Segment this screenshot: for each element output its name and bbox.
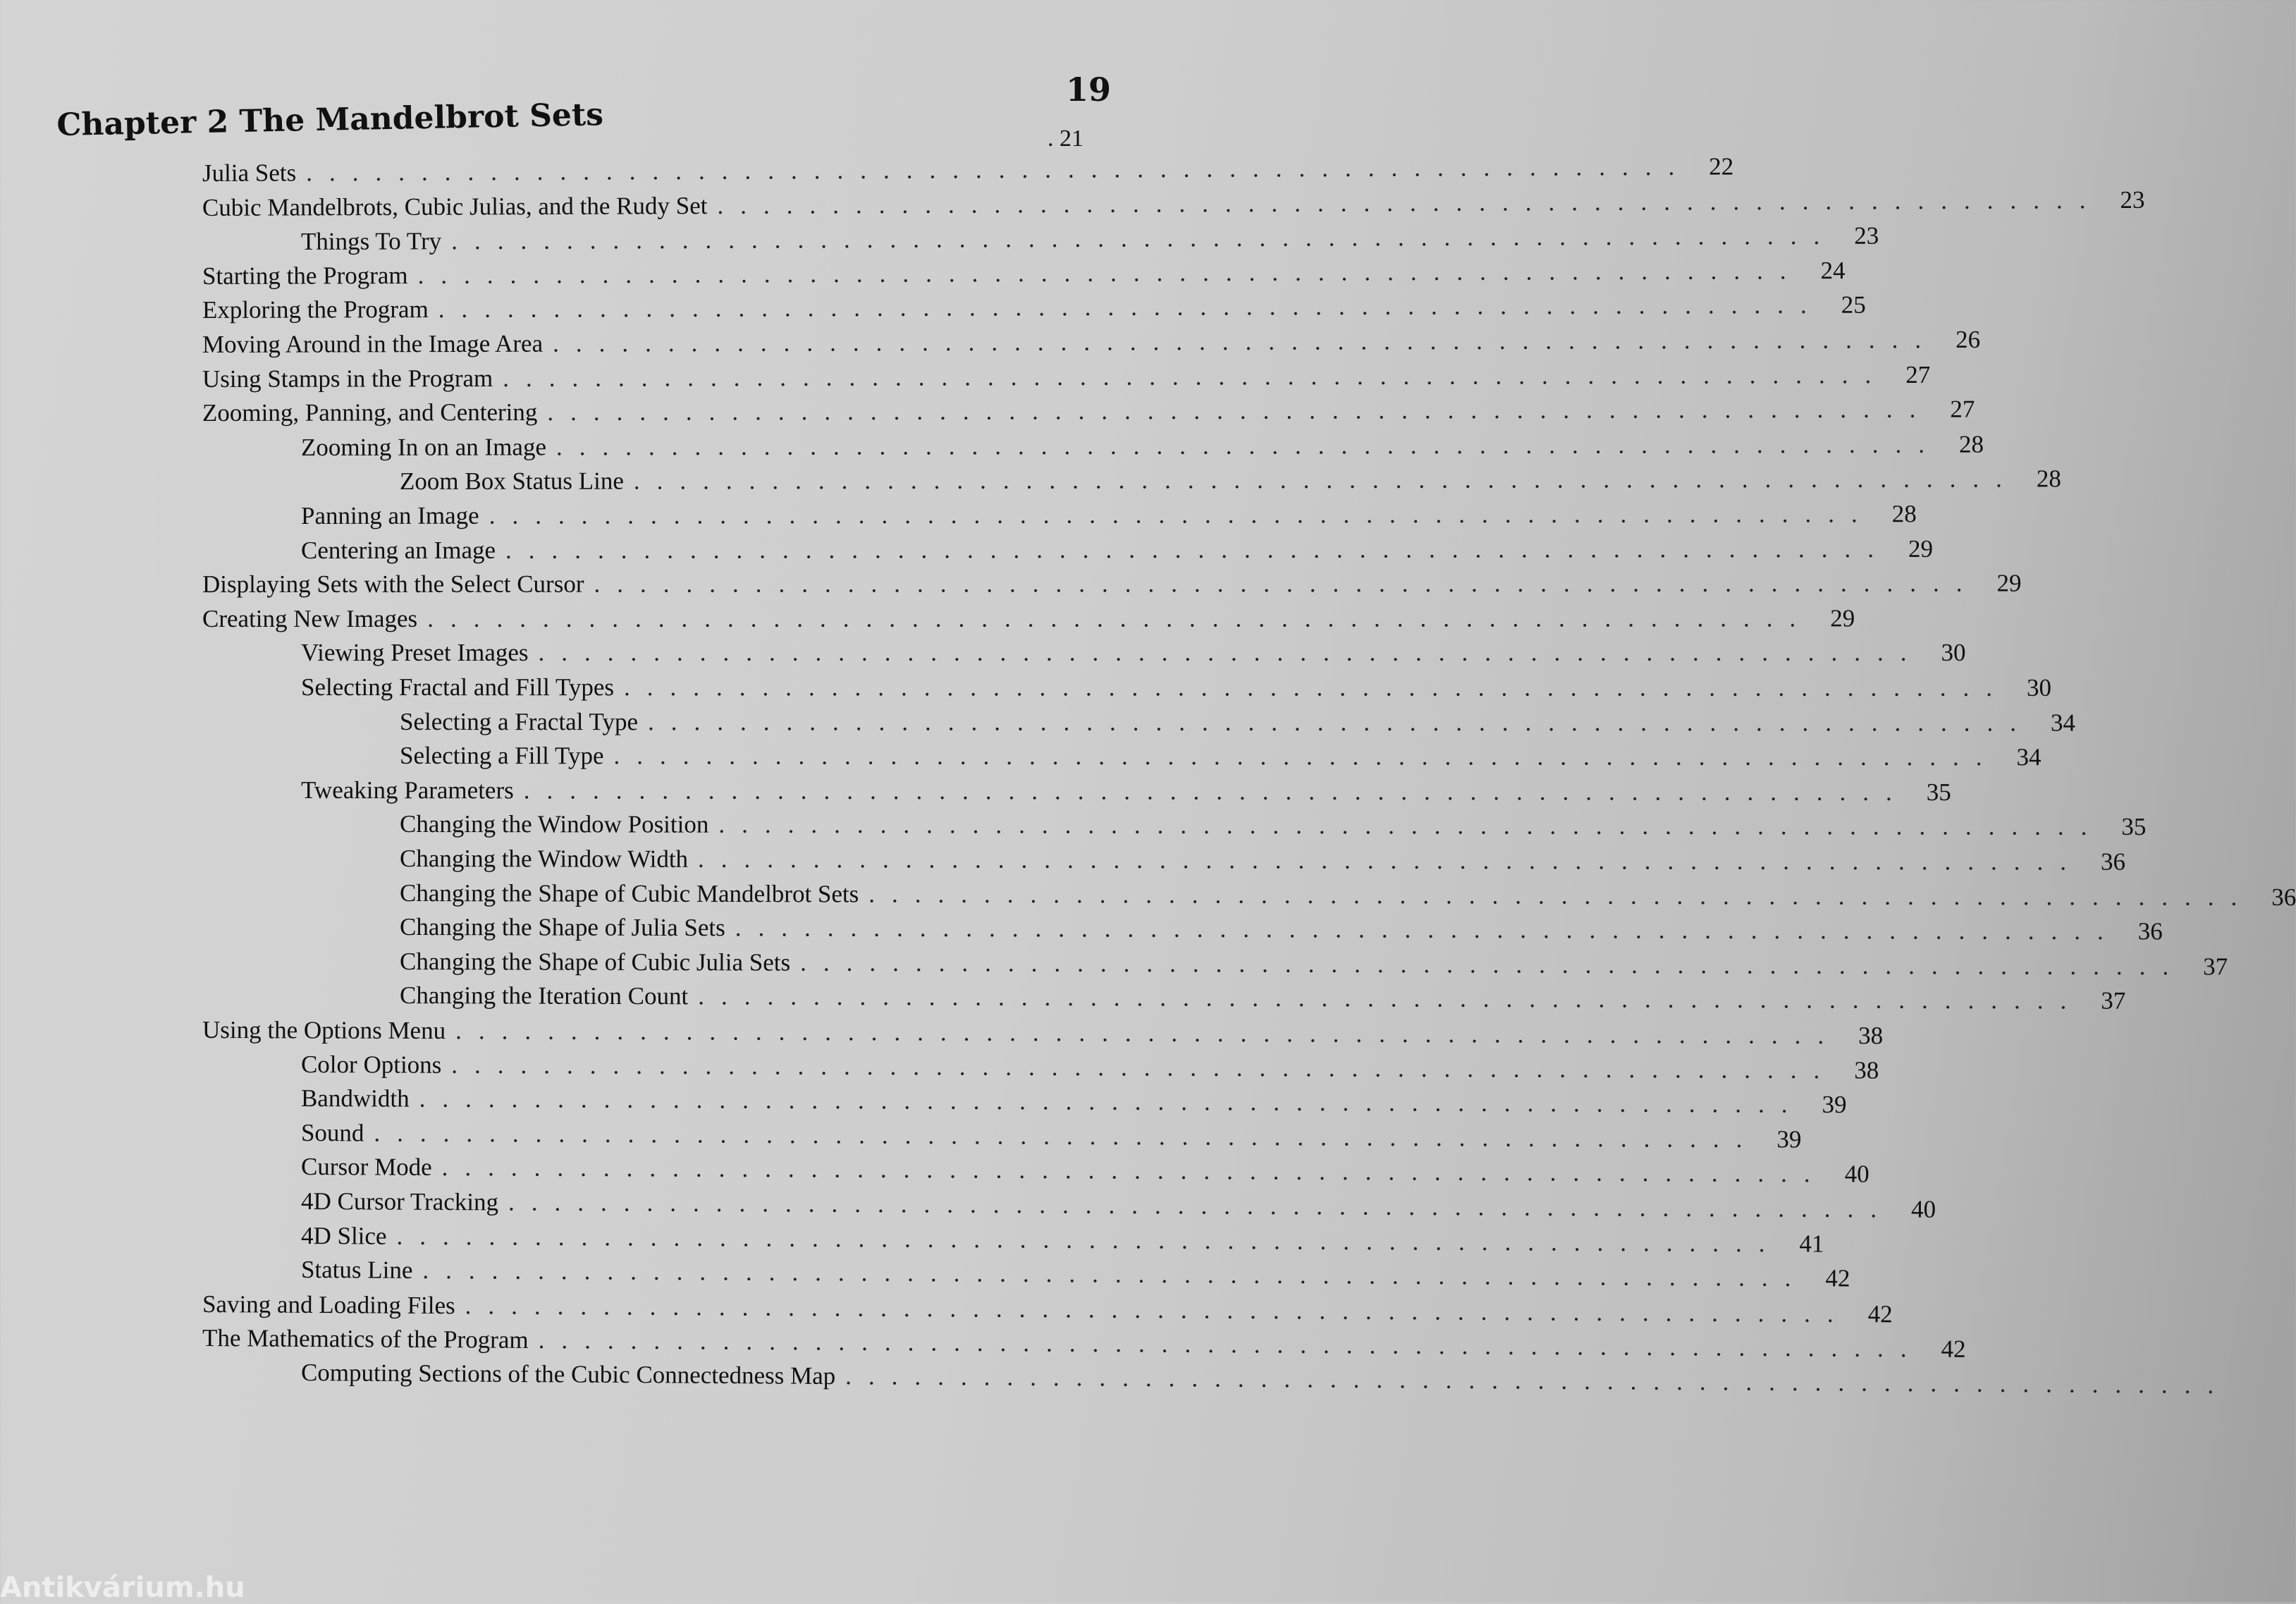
toc-dot-leader: ............................................................ <box>479 500 1874 529</box>
toc-entry-label: Julia Sets <box>202 159 296 188</box>
toc-entry-page: 42 <box>1807 1264 1850 1292</box>
toc-entry-page: 37 <box>2185 953 2228 981</box>
toc-entry <box>400 467 1114 499</box>
toc-entry <box>202 604 1114 635</box>
toc-dot-leader: ............................................................ <box>537 396 1932 427</box>
toc-entry-label: Changing the Shape of Cubic Julia Sets <box>400 948 790 977</box>
toc-entry-label: Zooming In on an Image <box>301 433 546 462</box>
toc-entry <box>301 639 1114 670</box>
toc-entry-page: 22 <box>1691 153 1733 181</box>
toc-entry <box>301 776 1114 808</box>
chapter-title: Chapter 2 The Mandelbrot Sets <box>56 97 603 143</box>
toc-dot-leader: ............................................................ <box>708 811 2104 841</box>
toc-entry-page: 42 <box>1923 1335 1965 1364</box>
toc-entry-page: 23 <box>1836 222 1879 250</box>
toc-dot-leader: ............................................................ <box>498 1188 1893 1223</box>
toc-entry-page: 38 <box>1836 1056 1879 1084</box>
toc-entry-label: Cubic Mandelbrots, Cubic Julias, and the Rudy Set <box>202 192 708 222</box>
toc-entry-label: 4D Cursor Tracking <box>301 1187 498 1216</box>
toc-entry <box>301 1187 1114 1223</box>
toc-entry <box>301 1359 1114 1395</box>
toc-dot-leader: ............................................................ <box>707 186 2102 220</box>
toc-entry <box>301 1222 1114 1257</box>
toc-entry <box>202 397 1114 430</box>
toc-entry-label: Changing the Shape of Julia Sets <box>400 913 725 942</box>
toc-dot-leader: ............................................................ <box>496 535 1891 565</box>
toc-entry <box>202 259 1114 293</box>
page-number: 19 <box>1066 71 1111 109</box>
toc-dot-leader: ............................................................ <box>412 1256 1807 1292</box>
toc-entry-label: Zooming, Panning, and Centering <box>202 398 537 427</box>
toc-entry <box>202 1016 1114 1051</box>
toc-entry-label: Exploring the Program <box>202 295 429 324</box>
toc-entry <box>400 879 1114 912</box>
toc-entry-label: Using the Options Menu <box>202 1016 446 1045</box>
toc-entry <box>301 536 1114 568</box>
toc-entry <box>301 1084 1114 1119</box>
toc-dot-leader: ............................................................ <box>584 570 1979 599</box>
toc-entry-page: 25 <box>1824 291 1866 319</box>
toc-dot-leader: ............................................................ <box>296 153 1691 188</box>
toc-entry-label: Panning an Image <box>301 502 479 530</box>
toc-entry <box>202 328 1114 362</box>
toc-entry <box>202 362 1114 396</box>
toc-dot-leader: ............................................................ <box>688 983 2083 1015</box>
toc-entry <box>202 570 1114 601</box>
toc-dot-leader: ............................................................ <box>493 361 1888 393</box>
toc-entry-page: 29 <box>1812 604 1855 632</box>
toc-entry-page: 29 <box>1891 534 1933 563</box>
toc-entry-label: Cursor Mode <box>301 1153 432 1182</box>
toc-entry <box>202 1324 1114 1361</box>
toc-entry-page: 38 <box>1841 1022 1883 1050</box>
toc-entry-page: 28 <box>1941 430 1984 458</box>
toc-entry-label: Zoom Box Status Line <box>400 467 624 496</box>
toc-entry-page: 30 <box>1924 639 1966 667</box>
toc-dot-leader: ............................................................ <box>529 1326 1924 1364</box>
toc-entry-label: Displaying Sets with the Select Cursor <box>202 570 584 599</box>
toc-dot-leader: ............................................................ <box>417 604 1812 633</box>
toc-dot-leader: ............................................................ <box>790 948 2185 981</box>
toc-entry-label: Changing the Window Width <box>400 845 688 874</box>
toc-dot-leader: ............................................................ <box>514 776 1909 807</box>
toc-entry <box>301 1153 1114 1187</box>
toc-entry-page: 35 <box>1909 778 1951 807</box>
toc-dot-leader: ............................................................ <box>859 880 2254 911</box>
toc-entry-label: Changing the Shape of Cubic Mandelbrot Sets <box>400 879 859 908</box>
toc-dot-leader: ............................................................ <box>364 1119 1759 1153</box>
toc-entry-page: 36 <box>2254 883 2296 911</box>
toc-dot-leader: ............................................................ <box>529 639 1924 667</box>
toc-dot-leader: ............................................................ <box>410 1085 1805 1119</box>
toc-entry-label: Starting the Program <box>202 262 408 290</box>
toc-entry <box>400 948 1114 981</box>
toc-entry-page: 23 <box>2102 185 2144 214</box>
toc-dot-leader: ............................................................ <box>543 326 1938 358</box>
toc-entry <box>301 1119 1114 1153</box>
toc-entry-label: Moving Around in the Image Area <box>202 330 543 359</box>
toc-entry-page: 36 <box>2083 848 2125 876</box>
toc-entry <box>400 810 1114 843</box>
toc-entry <box>202 155 1114 190</box>
toc-dot-leader: ............................................................ <box>835 1362 2230 1400</box>
toc-entry-page: 40 <box>1893 1195 1936 1223</box>
toc-entry <box>301 501 1114 533</box>
toc-dot-leader: ............................................................ <box>408 257 1803 290</box>
toc-entry <box>301 225 1114 259</box>
toc-entry-label: Color Options <box>301 1051 441 1079</box>
toc-entry-page: 29 <box>1979 570 2021 598</box>
toc-entry-page: 26 <box>1938 326 1980 354</box>
toc-dot-leader: ............................................................ <box>638 708 2033 737</box>
toc-entry-page: 37 <box>2083 987 2125 1015</box>
toc-entry-page: 30 <box>2009 674 2051 702</box>
toc-entry <box>301 432 1114 465</box>
toc-entry-page: 28 <box>2019 465 2061 494</box>
toc-dot-leader: ............................................................ <box>603 742 1999 771</box>
toc-entry-label: Bandwidth <box>301 1084 410 1113</box>
toc-dot-leader: ............................................................ <box>546 430 1941 461</box>
toc-entry-label: Using Stamps in the Program <box>202 365 493 393</box>
watermark: Antikvárium.hu <box>0 1574 245 1602</box>
toc-entry-label: Changing the Iteration Count <box>400 981 688 1010</box>
toc-entry <box>202 293 1114 327</box>
toc-dot-leader: ............................................................ <box>432 1153 1827 1188</box>
toc-entry-label: 4D Slice <box>301 1222 387 1251</box>
toc-entry-page: 39 <box>1759 1125 1801 1153</box>
toc-entry <box>202 1290 1114 1327</box>
toc-entry <box>400 742 1114 773</box>
toc-dot-leader: ............................................................ <box>441 1051 1836 1084</box>
toc-entry-label: Things To Try <box>301 227 441 256</box>
toc-dot-leader: ............................................................ <box>725 914 2120 945</box>
toc-entry <box>301 673 1114 704</box>
toc-entry-label: Computing Sections of the Cubic Connectedness Map <box>301 1359 835 1390</box>
toc-entry-label: Sound <box>301 1119 364 1147</box>
toc-dot-leader: ............................................................ <box>624 465 2019 496</box>
toc-entry <box>202 190 1114 224</box>
toc-dot-leader: ............................................................ <box>688 845 2083 876</box>
toc-entry-page: 24 <box>1803 257 1846 285</box>
toc-entry-label: Selecting a Fill Type <box>400 742 604 770</box>
chapter-page-number: . 21 <box>1048 125 1111 152</box>
toc-dot-leader: ............................................................ <box>441 222 1836 255</box>
toc-entry-label: Status Line <box>301 1256 413 1285</box>
toc-entry-label: Viewing Preset Images <box>301 639 529 667</box>
toc-entry-label: The Mathematics of the Program <box>202 1324 529 1354</box>
toc-entry-page: 36 <box>2120 917 2163 945</box>
toc-dot-leader: ............................................................ <box>614 673 2009 702</box>
toc-entry <box>301 1051 1114 1084</box>
toc-dot-leader: ............................................................ <box>446 1017 1841 1050</box>
toc-entry <box>400 981 1114 1015</box>
toc-entry-label: Selecting a Fractal Type <box>400 708 638 736</box>
toc-entry-page: 40 <box>1827 1161 1870 1189</box>
toc-entry-page: 42 <box>1850 1300 1893 1328</box>
toc-entry <box>400 708 1114 740</box>
toc-dot-leader: ............................................................ <box>429 291 1824 324</box>
toc-dot-leader: ............................................................ <box>386 1222 1781 1258</box>
toc-entry <box>400 913 1114 946</box>
toc-entry-page: 34 <box>2033 709 2075 737</box>
toc-dot-leader: ............................................................ <box>455 1292 1850 1328</box>
toc-entry-label: Centering an Image <box>301 536 496 564</box>
toc-entry-page: 35 <box>2104 813 2146 841</box>
toc-entry <box>301 1256 1114 1292</box>
toc-entry-label: Changing the Window Position <box>400 810 708 839</box>
toc-entry <box>400 845 1114 877</box>
toc-entry-label: Tweaking Parameters <box>301 776 514 804</box>
toc-entry-label: Creating New Images <box>202 605 417 633</box>
toc-entry-page: 39 <box>1805 1091 1847 1119</box>
toc-entry-page: 41 <box>1781 1230 1824 1258</box>
toc-entry-label: Selecting Fractal and Fill Types <box>301 673 614 702</box>
toc-entry-page: 27 <box>1932 396 1975 424</box>
toc-entry-page: 28 <box>1874 500 1917 528</box>
toc-entry-page: 34 <box>1999 743 2041 771</box>
toc-entry-page: 27 <box>1888 361 1930 389</box>
toc-entry-label: Saving and Loading Files <box>202 1290 455 1320</box>
